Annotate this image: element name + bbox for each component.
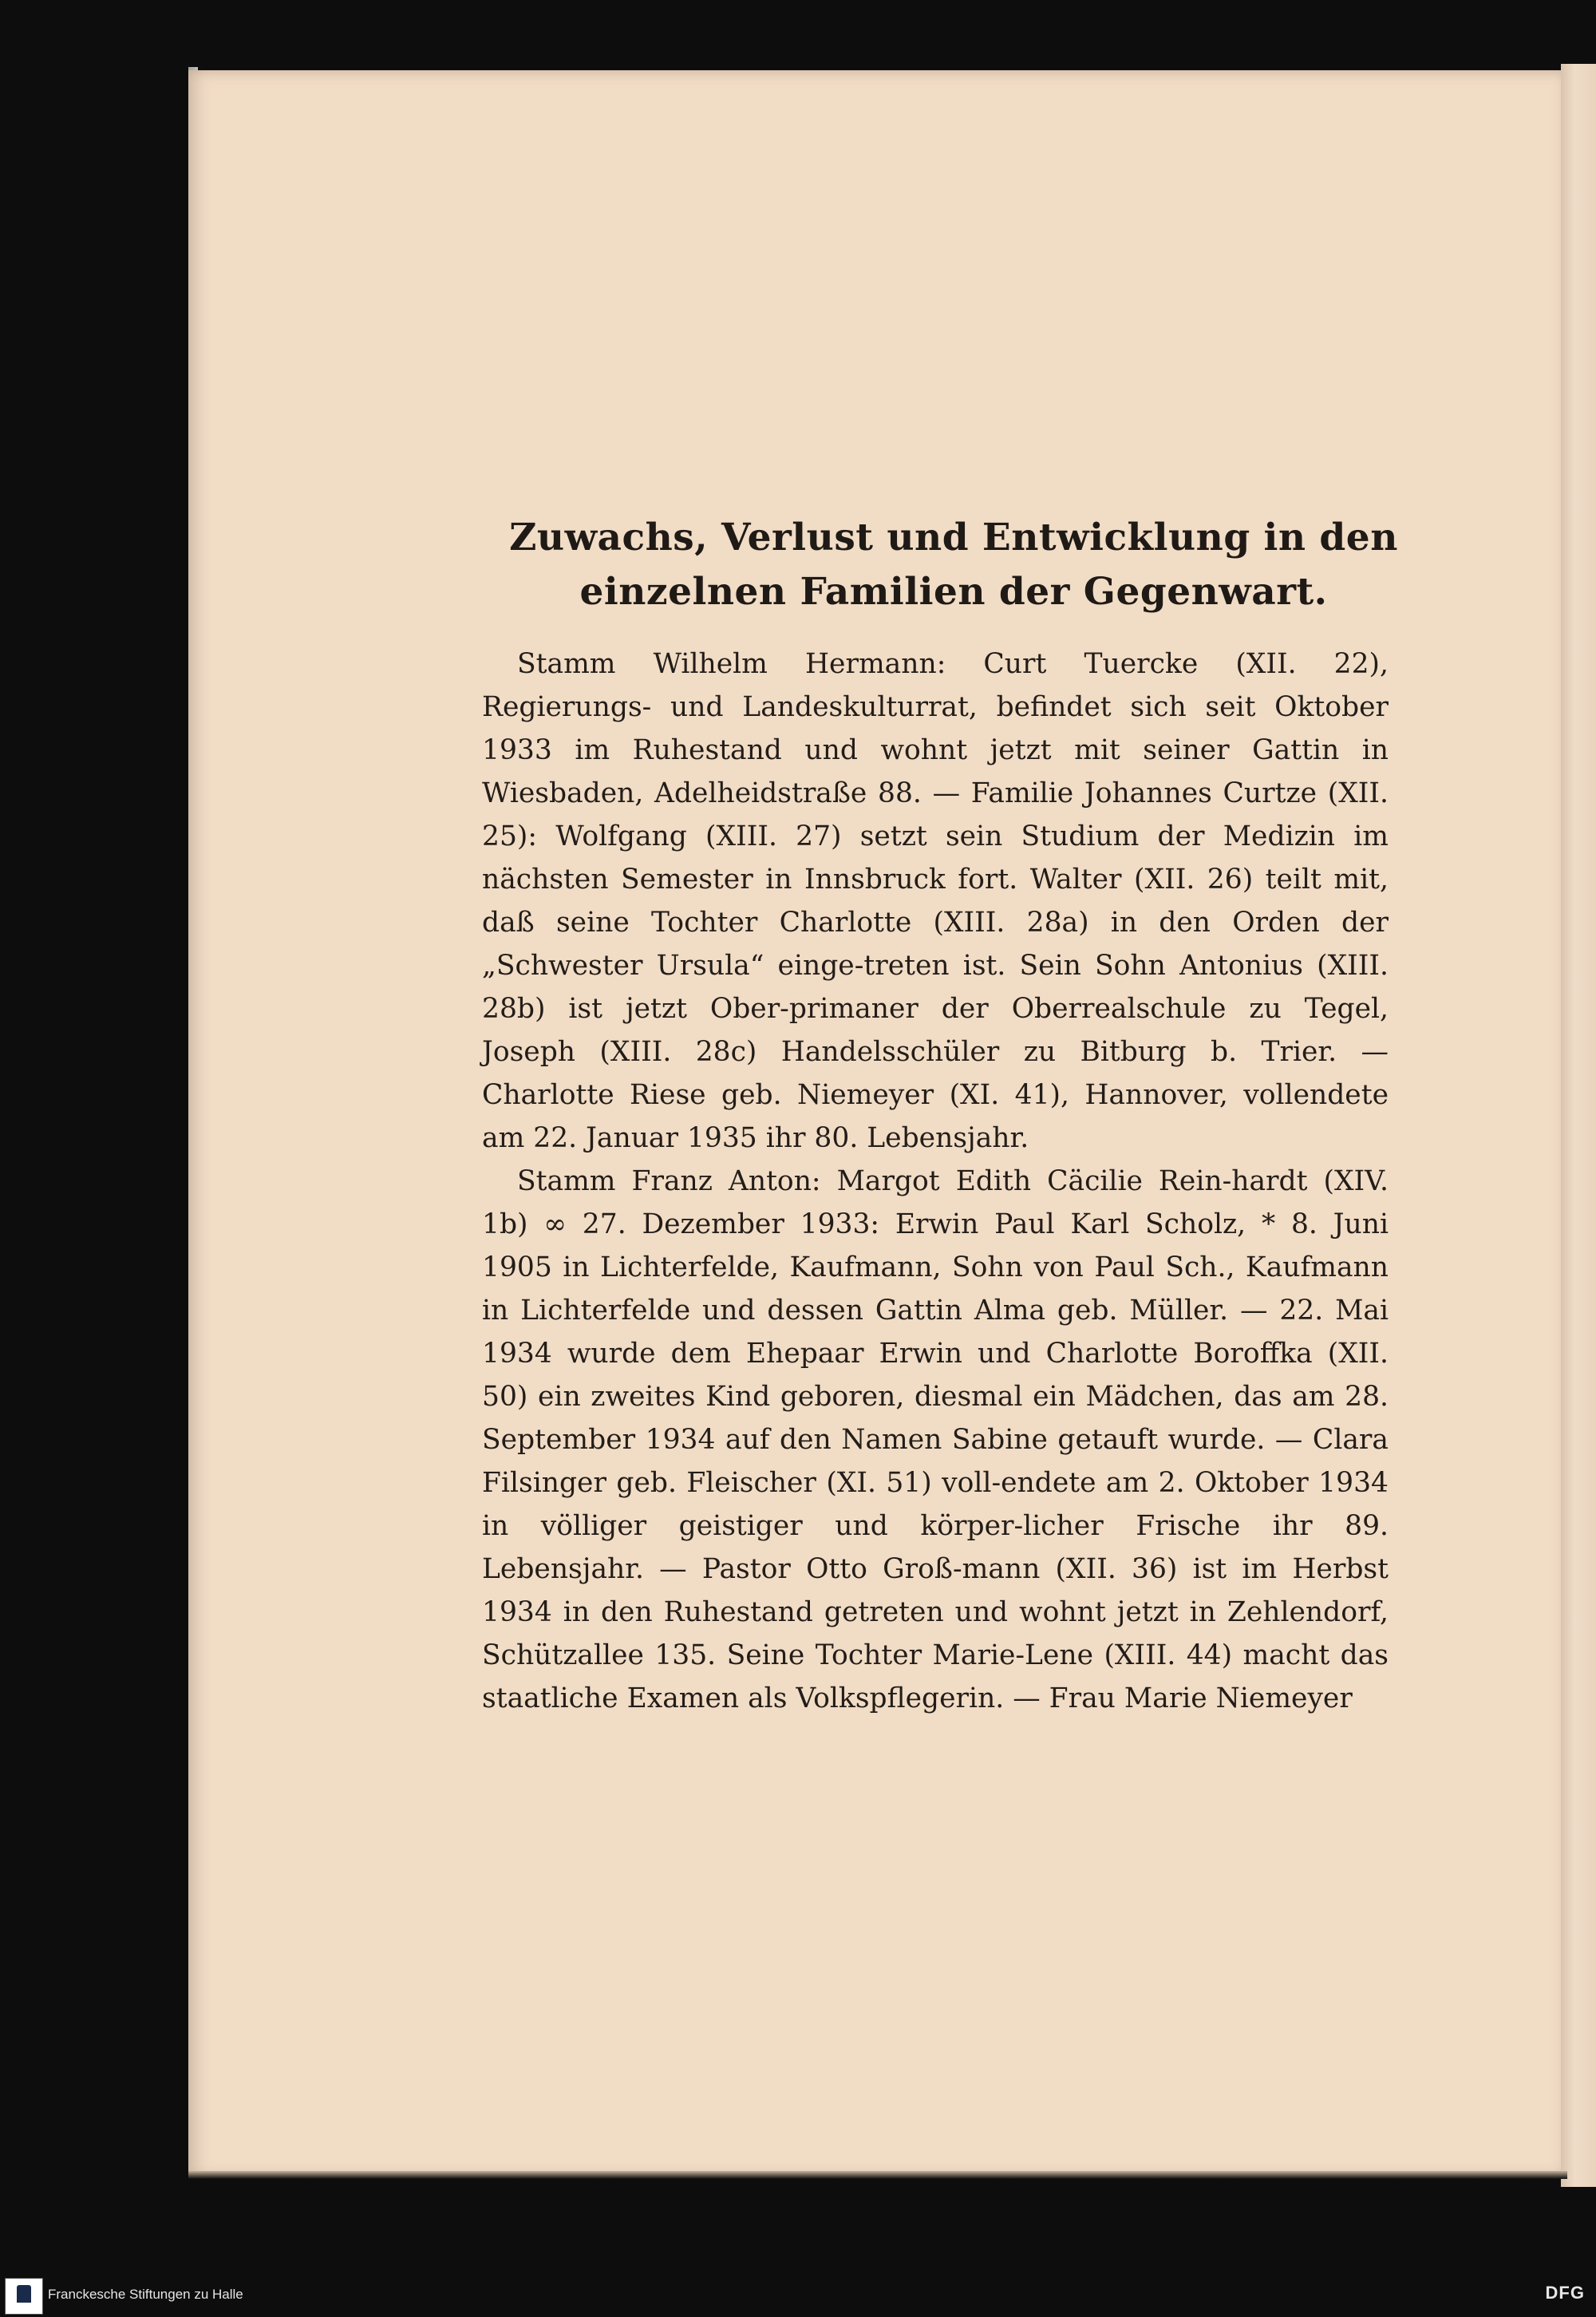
facing-page-edge — [1561, 64, 1596, 2187]
institution-name: Franckesche Stiftungen zu Halle — [48, 2287, 243, 2302]
institution-logo — [5, 2278, 43, 2315]
building-icon — [17, 2285, 31, 2303]
section-title-line-2: einzelnen Familien der Gegenwart. — [579, 570, 1328, 614]
paragraph-stamm-wilhelm-hermann: Stamm Wilhelm Hermann: Curt Tuercke (XII. 22), Regierungs- und Landeskulturrat, befindet sich seit Oktober 1933 im Ruhestand und wohnt jetzt mit seiner Gattin in Wiesbaden, Adelheidstraße 88. — Familie Johannes Curtze (XII. 25): Wolfgang (XIII. 27) setzt sein Studium der Medizin im nächsten Semester in Innsbruck fort. Walter (XII. 26) teilt mit, daß seine Tochter Charlotte (XIII. 28a) in den Orden der „Schwester Ursula“ einge-treten ist. Sein Sohn Antonius (XIII. 28b) ist jetzt Ober-primaner der Oberrealschule zu Tegel, Joseph (XIII. 28c) Handelsschüler zu Bitburg b. Trier. — Charlotte Riese geb. Niemeyer (XI. 41), Hannover, vollendete am 22. Januar 1935 ihr 80. Lebensjahr. — [482, 648, 1389, 1154]
page-shadow — [188, 2171, 1567, 2179]
dfg-logo: DFG — [1545, 2283, 1585, 2303]
section-title-line-1: Zuwachs, Verlust und Entwicklung in den — [509, 516, 1398, 559]
section-title — [479, 511, 1428, 619]
body-text — [482, 643, 1389, 1720]
paragraph-stamm-franz-anton: Stamm Franz Anton: Margot Edith Cäcilie Rein-hardt (XIV. 1b) ∞ 27. Dezember 1933: Erwin Paul Karl Scholz, * 8. Juni 1905 in Lichterfelde, Kaufmann, Sohn von Paul Sch., Kaufmann in Lichterfelde und dessen Gattin Alma geb. Müller. — 22. Mai 1934 wurde dem Ehepaar Erwin und Charlotte Boroffka (XII. 50) ein zweites Kind geboren, diesmal ein Mädchen, das am 28. September 1934 auf den Namen Sabine getauft wurde. — Clara Filsinger geb. Fleischer (XI. 51) voll-endete am 2. Oktober 1934 in völliger geistiger und körper-licher Frische ihr 89. Lebensjahr. — Pastor Otto Groß-mann (XII. 36) ist im Herbst 1934 in den Ruhestand getreten und wohnt jetzt in Zehlendorf, Schützallee 135. Seine Tochter Marie-Lene (XIII. 44) macht das staatliche Examen als Volkspflegerin. — Frau Marie Niemeyer — [482, 1165, 1389, 1714]
viewer-footer — [0, 2275, 1596, 2317]
